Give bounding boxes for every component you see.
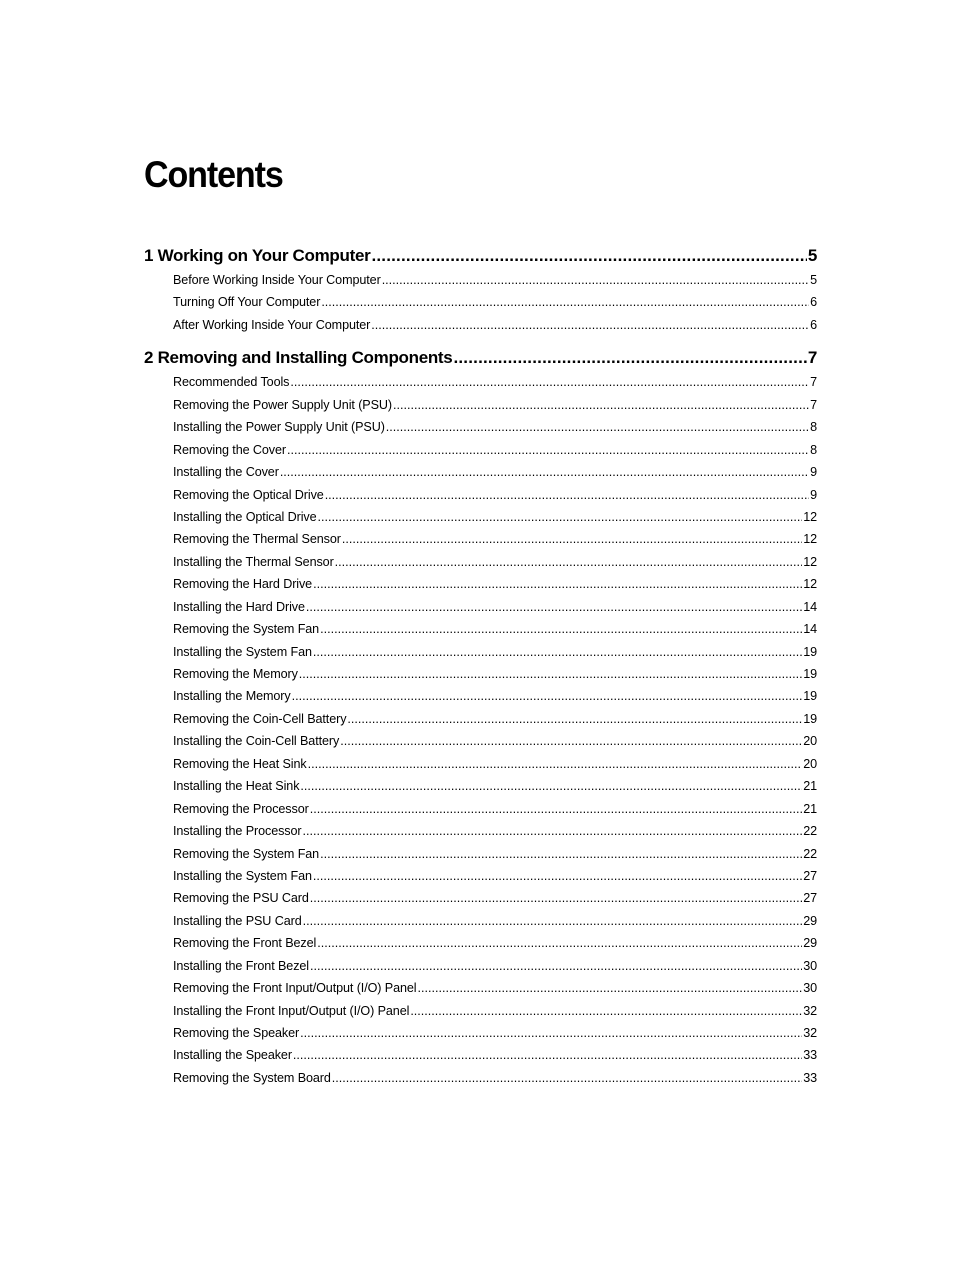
toc-page-number: 29 — [803, 936, 817, 951]
dot-leader — [321, 291, 809, 313]
toc-entry-title: Installing the Coin-Cell Battery — [173, 734, 340, 749]
toc-chapter-heading[interactable] — [144, 345, 817, 371]
toc-chapter-1 — [144, 243, 817, 336]
toc-page-number: 33 — [803, 1070, 817, 1085]
toc-entry-title: Removing the System Board — [173, 1070, 331, 1085]
toc-entry[interactable] — [144, 730, 817, 752]
toc-entry-title: Turning Off Your Computer — [173, 295, 321, 310]
toc-entry[interactable] — [144, 865, 817, 887]
toc-entry-title: Installing the PSU Card — [173, 913, 302, 928]
toc-page-number: 8 — [810, 442, 817, 457]
toc-entry[interactable] — [144, 439, 817, 461]
toc-entry[interactable] — [144, 641, 817, 663]
toc-page-number: 21 — [803, 801, 817, 816]
toc-page-number: 8 — [810, 420, 817, 435]
dot-leader — [347, 708, 802, 730]
toc-entry[interactable] — [144, 708, 817, 730]
toc-entry-title: Removing the Front Input/Output (I/O) Panel — [173, 981, 417, 996]
dot-leader — [306, 596, 802, 618]
toc-entry-title: Installing the System Fan — [173, 868, 312, 883]
dot-leader — [313, 573, 802, 595]
toc-entry-title: Removing the System Fan — [173, 622, 320, 637]
toc-page-number: 27 — [803, 891, 817, 906]
toc-entry-title: Installing the System Fan — [173, 644, 312, 659]
toc-entry[interactable] — [144, 371, 817, 393]
dot-leader — [313, 641, 802, 663]
toc-entry-title: Installing the Front Bezel — [173, 958, 310, 973]
toc-entry[interactable] — [144, 932, 817, 954]
toc-chapter-title: 2 Removing and Installing Components — [144, 348, 453, 368]
toc-entry-title: Removing the Hard Drive — [173, 577, 313, 592]
toc-entry[interactable] — [144, 551, 817, 573]
toc-entry-title: Removing the Thermal Sensor — [173, 532, 341, 547]
toc-entry-title: Recommended Tools — [173, 375, 290, 390]
toc-entry[interactable] — [144, 685, 817, 707]
toc-page-number: 9 — [810, 487, 817, 502]
toc-page-number: 7 — [810, 397, 817, 412]
toc-entry-title: Installing the Front Input/Output (I/O) Panel — [173, 1003, 410, 1018]
toc-page-number: 19 — [803, 711, 817, 726]
toc-page-number: 19 — [803, 667, 817, 681]
toc-entry[interactable] — [144, 596, 817, 618]
toc-entry-title: Installing the Memory — [173, 689, 291, 704]
toc-page-number: 19 — [803, 689, 817, 704]
toc-page-number: 30 — [803, 958, 817, 973]
toc-entry[interactable] — [144, 820, 817, 842]
toc-entry-title: Removing the Processor — [173, 801, 309, 816]
toc-entry[interactable] — [144, 269, 817, 291]
toc-page-number: 20 — [803, 734, 817, 749]
toc-entry[interactable] — [144, 775, 817, 797]
dot-leader — [292, 685, 803, 707]
toc-page-number: 30 — [803, 981, 817, 996]
dot-leader — [418, 977, 803, 999]
dot-leader — [280, 461, 809, 483]
toc-page-number: 5 — [810, 273, 817, 287]
dot-leader — [300, 1022, 802, 1044]
toc-entry-title: Installing the Optical Drive — [173, 509, 317, 524]
toc-entry-title: Installing the Heat Sink — [173, 779, 300, 794]
toc-page-number: 12 — [803, 554, 817, 569]
dot-leader — [340, 730, 802, 752]
toc-entry-title: Removing the Coin-Cell Battery — [173, 711, 347, 726]
dot-leader — [342, 528, 802, 550]
dot-leader — [308, 753, 803, 775]
toc-page-number: 7 — [810, 375, 817, 390]
dot-leader — [320, 618, 802, 640]
toc-entry-title: Removing the Optical Drive — [173, 487, 324, 502]
toc-page-number: 33 — [803, 1048, 817, 1063]
dot-leader — [371, 243, 806, 269]
toc-page-number: 6 — [810, 295, 817, 310]
dot-leader — [386, 416, 809, 438]
dot-leader — [303, 910, 803, 932]
toc-entry-title: Removing the System Fan — [173, 846, 320, 861]
toc-entry[interactable] — [144, 798, 817, 820]
toc-entry[interactable] — [144, 416, 817, 438]
toc-page-number: 27 — [803, 868, 817, 883]
dot-leader — [299, 663, 802, 685]
toc-entry[interactable] — [144, 887, 817, 909]
toc-entry-title: Removing the Heat Sink — [173, 756, 307, 771]
toc-page-number: 12 — [803, 577, 817, 592]
toc-chapter-heading[interactable] — [144, 243, 817, 269]
toc-entry-title: Removing the Cover — [173, 442, 286, 457]
toc-entry-title: Removing the PSU Card — [173, 891, 309, 906]
toc-entry-title: Installing the Thermal Sensor — [173, 554, 334, 569]
table-of-contents — [144, 243, 817, 1089]
toc-entry[interactable] — [144, 528, 817, 550]
toc-page-number: 12 — [803, 532, 817, 547]
page-title: Contents — [144, 154, 283, 195]
toc-entry[interactable] — [144, 977, 817, 999]
toc-entry[interactable] — [144, 1044, 817, 1066]
toc-entry-title: Installing the Speaker — [173, 1048, 292, 1063]
toc-page-number: 9 — [810, 465, 817, 480]
toc-page-number: 6 — [810, 317, 817, 332]
dot-leader — [453, 345, 806, 371]
toc-page-number: 7 — [807, 348, 817, 368]
toc-entry[interactable] — [144, 1067, 817, 1089]
dot-leader — [287, 439, 809, 461]
toc-entry-title: Before Working Inside Your Computer — [173, 273, 381, 287]
toc-entry[interactable] — [144, 663, 817, 685]
dot-leader — [320, 843, 802, 865]
toc-entry-title: Installing the Power Supply Unit (PSU) — [173, 420, 385, 435]
toc-entry[interactable] — [144, 484, 817, 506]
dot-leader — [332, 1067, 802, 1089]
toc-entry[interactable] — [144, 314, 817, 336]
toc-page-number: 19 — [803, 644, 817, 659]
toc-entry-title: Removing the Power Supply Unit (PSU) — [173, 397, 392, 412]
dot-leader — [310, 887, 802, 909]
toc-entry-title: After Working Inside Your Computer — [173, 317, 371, 332]
dot-leader — [313, 865, 802, 887]
toc-entry[interactable] — [144, 461, 817, 483]
toc-page-number: 20 — [803, 756, 817, 771]
toc-entry[interactable] — [144, 910, 817, 932]
dot-leader — [318, 506, 803, 528]
toc-entry-title: Removing the Memory — [173, 667, 298, 681]
dot-leader — [300, 775, 802, 797]
dot-leader — [410, 1000, 802, 1022]
toc-page-number: 22 — [803, 846, 817, 861]
dot-leader — [303, 820, 803, 842]
toc-entry[interactable] — [144, 618, 817, 640]
dot-leader — [293, 1044, 802, 1066]
toc-entry-title: Removing the Speaker — [173, 1026, 300, 1040]
toc-entry-title: Installing the Cover — [173, 465, 279, 480]
toc-entry-title: Removing the Front Bezel — [173, 936, 317, 951]
toc-page-number: 14 — [803, 599, 817, 614]
toc-page-number: 14 — [803, 622, 817, 637]
toc-chapter-title: 1 Working on Your Computer — [144, 246, 371, 265]
dot-leader — [317, 932, 802, 954]
toc-entry-title: Installing the Processor — [173, 824, 302, 839]
dot-leader — [335, 551, 803, 573]
toc-page-number: 32 — [803, 1026, 817, 1040]
toc-page-number: 5 — [807, 246, 817, 265]
toc-entry[interactable] — [144, 753, 817, 775]
dot-leader — [371, 314, 809, 336]
toc-page-number: 22 — [803, 824, 817, 839]
toc-entry[interactable] — [144, 1000, 817, 1022]
toc-entry[interactable] — [144, 506, 817, 528]
dot-leader — [290, 371, 809, 393]
toc-page-number: 29 — [803, 913, 817, 928]
toc-entry-title: Installing the Hard Drive — [173, 599, 305, 614]
dot-leader — [382, 269, 809, 291]
toc-entry[interactable] — [144, 1022, 817, 1044]
dot-leader — [393, 394, 809, 416]
toc-entry[interactable] — [144, 955, 817, 977]
toc-page-number: 12 — [803, 509, 817, 524]
toc-page-number: 32 — [803, 1003, 817, 1018]
dot-leader — [310, 798, 802, 820]
toc-chapter-2 — [144, 345, 817, 1089]
dot-leader — [325, 484, 809, 506]
toc-entry[interactable] — [144, 573, 817, 595]
toc-page-number: 21 — [803, 779, 817, 794]
toc-entry[interactable] — [144, 291, 817, 313]
toc-entry[interactable] — [144, 843, 817, 865]
toc-entry[interactable] — [144, 394, 817, 416]
dot-leader — [310, 955, 802, 977]
